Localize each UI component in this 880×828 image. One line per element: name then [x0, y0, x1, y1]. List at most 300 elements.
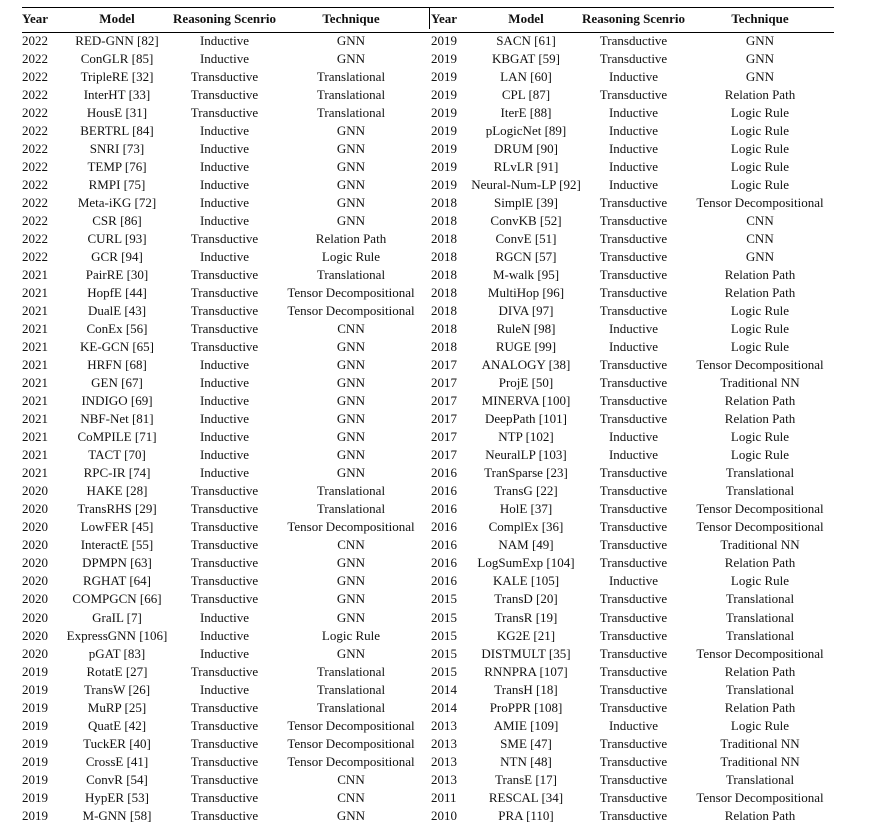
table-row: [22, 410, 428, 428]
cell-year: 2016: [431, 555, 457, 571]
cell-year: 2020: [22, 537, 48, 553]
table-row: [22, 771, 428, 789]
cell-scenario: Transductive: [599, 51, 668, 67]
cell-year: 2019: [431, 141, 457, 157]
cell-technique: GNN: [336, 465, 366, 481]
cell-scenario: Inductive: [199, 465, 250, 481]
cell-scenario: Transductive: [190, 573, 259, 589]
cell-scenario: Transductive: [599, 33, 668, 48]
cell-scenario: Transductive: [190, 717, 259, 733]
cell-model: NBF-Net [81]: [80, 411, 154, 427]
table-row: [22, 374, 428, 392]
cell-model: ANALOGY [38]: [481, 357, 571, 373]
cell-scenario: Inductive: [199, 645, 250, 661]
table-row: [431, 627, 837, 645]
cell-year: 2013: [431, 771, 457, 787]
table-row: [22, 518, 428, 536]
cell-scenario: Transductive: [599, 411, 668, 427]
cell-year: 2019: [22, 807, 48, 823]
cell-technique: GNN: [745, 249, 775, 265]
cell-model: TransG [22]: [494, 483, 558, 499]
cell-year: 2021: [22, 393, 48, 409]
table-row: [431, 32, 837, 50]
table-row: [22, 212, 428, 230]
cell-year: 2016: [431, 483, 457, 499]
cell-technique: Tensor Decompositional: [696, 645, 824, 661]
cell-technique: Tensor Decompositional: [287, 303, 415, 319]
cell-year: 2022: [22, 123, 48, 139]
table-row: [431, 645, 837, 663]
cell-year: 2022: [22, 87, 48, 103]
cell-year: 2017: [431, 357, 457, 373]
cell-model: ConGLR [85]: [80, 51, 154, 67]
table-row: [431, 735, 837, 753]
cell-scenario: Inductive: [608, 717, 659, 733]
cell-model: NTP [102]: [498, 429, 554, 445]
table-row: [22, 663, 428, 681]
cell-year: 2015: [431, 591, 457, 607]
cell-year: 2018: [431, 321, 457, 337]
cell-model: KALE [105]: [492, 573, 560, 589]
cell-year: 2021: [22, 357, 48, 373]
cell-technique: Logic Rule: [730, 159, 790, 175]
cell-model: KG2E [21]: [496, 627, 556, 643]
cell-scenario: Transductive: [599, 393, 668, 409]
table-row: [431, 86, 837, 104]
cell-technique: Translational: [725, 627, 795, 643]
table-row: [431, 753, 837, 771]
table-row: [431, 122, 837, 140]
cell-scenario: Transductive: [599, 465, 668, 481]
cell-year: 2019: [431, 123, 457, 139]
cell-model: HypER [53]: [85, 789, 149, 805]
cell-scenario: Transductive: [599, 213, 668, 229]
cell-technique: Logic Rule: [730, 141, 790, 157]
cell-scenario: Transductive: [190, 285, 259, 301]
header-year: Year: [431, 11, 457, 26]
cell-model: INDIGO [69]: [81, 393, 153, 409]
cell-scenario: Transductive: [599, 663, 668, 679]
cell-scenario: Transductive: [190, 483, 259, 499]
cell-year: 2020: [22, 501, 48, 517]
cell-technique: GNN: [336, 51, 366, 67]
cell-model: SimplE [39]: [494, 195, 558, 211]
table-row: [431, 518, 837, 536]
table-row: [431, 500, 837, 518]
table-row: [431, 681, 837, 699]
header-column-separator: [429, 7, 430, 29]
table-row: [22, 158, 428, 176]
cell-scenario: Inductive: [199, 681, 250, 697]
cell-year: 2022: [22, 213, 48, 229]
cell-year: 2020: [22, 519, 48, 535]
cell-scenario: Transductive: [599, 285, 668, 301]
table-row: [22, 104, 428, 122]
cell-technique: CNN: [746, 231, 774, 247]
cell-model: Meta-iKG [72]: [77, 195, 157, 211]
cell-technique: Traditional NN: [720, 753, 800, 769]
table-header-right: [431, 10, 837, 28]
cell-year: 2022: [22, 195, 48, 211]
cell-year: 2019: [22, 789, 48, 805]
table-row: [22, 536, 428, 554]
cell-technique: Logic Rule: [730, 429, 790, 445]
cell-year: 2021: [22, 429, 48, 445]
cell-technique: GNN: [745, 69, 775, 85]
cell-technique: Logic Rule: [730, 339, 790, 355]
table-row: [22, 609, 428, 627]
table-row: [431, 428, 837, 446]
cell-technique: Tensor Decompositional: [696, 519, 824, 535]
cell-technique: Translational: [316, 681, 386, 697]
cell-scenario: Transductive: [599, 789, 668, 805]
cell-scenario: Transductive: [599, 501, 668, 517]
table-row: [22, 32, 428, 50]
cell-year: 2011: [431, 789, 457, 805]
cell-year: 2019: [431, 177, 457, 193]
table-row: [22, 699, 428, 717]
cell-year: 2019: [431, 69, 457, 85]
cell-year: 2018: [431, 195, 457, 211]
cell-model: NTN [48]: [500, 753, 552, 769]
cell-technique: Translational: [725, 465, 795, 481]
table-row: [431, 807, 837, 825]
header-model: Model: [508, 11, 544, 26]
cell-technique: Translational: [316, 267, 386, 283]
table-row: [431, 302, 837, 320]
cell-year: 2020: [22, 591, 48, 607]
cell-year: 2021: [22, 465, 48, 481]
cell-year: 2016: [431, 465, 457, 481]
cell-year: 2013: [431, 717, 457, 733]
cell-year: 2022: [22, 231, 48, 247]
cell-scenario: Inductive: [608, 447, 659, 463]
cell-year: 2021: [22, 303, 48, 319]
cell-technique: GNN: [336, 591, 366, 607]
table-row: [22, 464, 428, 482]
cell-model: MuRP [25]: [87, 699, 147, 715]
cell-technique: GNN: [336, 429, 366, 445]
cell-technique: Traditional NN: [720, 537, 800, 553]
table-row: [431, 663, 837, 681]
cell-model: TranSparse [23]: [484, 465, 568, 481]
table-row: [22, 735, 428, 753]
cell-scenario: Transductive: [599, 483, 668, 499]
table-row: [431, 212, 837, 230]
cell-scenario: Transductive: [190, 735, 259, 751]
cell-scenario: Transductive: [190, 321, 259, 337]
cell-model: ConvR [54]: [86, 771, 148, 787]
cell-scenario: Transductive: [599, 195, 668, 211]
table-body-right: [431, 32, 837, 825]
cell-scenario: Inductive: [608, 141, 659, 157]
cell-model: IterE [88]: [500, 105, 552, 121]
cell-model: CPL [87]: [501, 87, 551, 103]
table-row: [22, 428, 428, 446]
cell-technique: Relation Path: [724, 807, 796, 823]
cell-scenario: Inductive: [199, 123, 250, 139]
table-row: [431, 158, 837, 176]
cell-scenario: Transductive: [599, 771, 668, 787]
table-row: [22, 392, 428, 410]
cell-technique: GNN: [336, 213, 366, 229]
cell-model: HRFN [68]: [87, 357, 147, 373]
cell-model: LogSumExp [104]: [477, 555, 575, 571]
cell-year: 2015: [431, 645, 457, 661]
cell-model: SME [47]: [500, 735, 552, 751]
cell-scenario: Transductive: [190, 807, 259, 823]
table-row: [22, 122, 428, 140]
header-model: Model: [99, 11, 135, 26]
cell-technique: Tensor Decompositional: [287, 285, 415, 301]
cell-scenario: Inductive: [199, 609, 250, 625]
cell-model: CURL [93]: [87, 231, 147, 247]
cell-year: 2022: [22, 105, 48, 121]
cell-year: 2019: [431, 87, 457, 103]
cell-model: TransR [19]: [494, 609, 558, 625]
table-row: [431, 68, 837, 86]
cell-model: SACN [61]: [496, 33, 556, 48]
cell-technique: Logic Rule: [730, 177, 790, 193]
table-top-rule: [22, 7, 834, 8]
cell-year: 2022: [22, 177, 48, 193]
cell-scenario: Transductive: [599, 249, 668, 265]
cell-model: pGAT [83]: [88, 645, 146, 661]
header-scenario: Reasoning Scenrio: [582, 11, 685, 26]
cell-technique: Logic Rule: [730, 105, 790, 121]
cell-model: GraIL [7]: [92, 609, 142, 625]
table-row: [22, 266, 428, 284]
cell-technique: Translational: [316, 699, 386, 715]
table-row: [22, 86, 428, 104]
cell-scenario: Transductive: [190, 663, 259, 679]
cell-model: DeepPath [101]: [485, 411, 567, 427]
cell-scenario: Inductive: [199, 213, 250, 229]
cell-technique: Translational: [316, 501, 386, 517]
cell-scenario: Transductive: [190, 339, 259, 355]
cell-model: HousE [31]: [86, 105, 148, 121]
cell-model: TuckER [40]: [83, 735, 151, 751]
cell-scenario: Inductive: [608, 573, 659, 589]
table-row: [431, 374, 837, 392]
table-row: [22, 140, 428, 158]
cell-scenario: Inductive: [608, 123, 659, 139]
cell-year: 2018: [431, 339, 457, 355]
cell-technique: Relation Path: [724, 87, 796, 103]
cell-technique: Translational: [316, 69, 386, 85]
cell-technique: Logic Rule: [321, 627, 381, 643]
cell-model: RuleN [98]: [496, 321, 556, 337]
cell-year: 2017: [431, 411, 457, 427]
table-row: [22, 68, 428, 86]
cell-scenario: Transductive: [599, 555, 668, 571]
table-row: [22, 753, 428, 771]
cell-model: CrossE [41]: [85, 753, 149, 769]
cell-model: RMPI [75]: [88, 177, 146, 193]
header-scenario: Reasoning Scenrio: [173, 11, 276, 26]
cell-scenario: Inductive: [199, 393, 250, 409]
cell-scenario: Transductive: [599, 303, 668, 319]
cell-model: RotatE [27]: [86, 663, 148, 679]
table-row: [22, 230, 428, 248]
cell-model: Neural-Num-LP [92]: [471, 177, 581, 193]
table-row: [431, 446, 837, 464]
cell-year: 2019: [22, 717, 48, 733]
table-row: [431, 320, 837, 338]
cell-year: 2020: [22, 483, 48, 499]
cell-technique: Translational: [725, 771, 795, 787]
cell-technique: Relation Path: [724, 411, 796, 427]
table-row: [431, 771, 837, 789]
cell-model: RGHAT [64]: [82, 573, 151, 589]
cell-technique: Logic Rule: [730, 573, 790, 589]
cell-model: CoMPILE [71]: [77, 429, 157, 445]
table-row: [22, 320, 428, 338]
table-row: [22, 572, 428, 590]
cell-model: MultiHop [96]: [487, 285, 565, 301]
cell-year: 2021: [22, 339, 48, 355]
cell-year: 2021: [22, 375, 48, 391]
cell-technique: Traditional NN: [720, 735, 800, 751]
cell-year: 2018: [431, 267, 457, 283]
cell-scenario: Transductive: [599, 87, 668, 103]
cell-scenario: Inductive: [199, 429, 250, 445]
cell-technique: GNN: [336, 573, 366, 589]
cell-model: TransW [26]: [83, 681, 151, 697]
cell-year: 2018: [431, 213, 457, 229]
cell-model: GCR [94]: [91, 249, 143, 265]
cell-technique: GNN: [336, 177, 366, 193]
cell-model: GEN [67]: [91, 375, 143, 391]
table-row: [431, 104, 837, 122]
cell-year: 2015: [431, 609, 457, 625]
cell-technique: GNN: [336, 411, 366, 427]
table-row: [431, 410, 837, 428]
table-row: [431, 482, 837, 500]
table-header-left: [22, 10, 428, 28]
cell-scenario: Transductive: [599, 357, 668, 373]
table-row: [431, 590, 837, 608]
cell-scenario: Transductive: [599, 231, 668, 247]
cell-scenario: Transductive: [190, 753, 259, 769]
table-row: [22, 627, 428, 645]
cell-scenario: Transductive: [599, 609, 668, 625]
cell-technique: CNN: [746, 213, 774, 229]
cell-model: LAN [60]: [500, 69, 552, 85]
cell-technique: Relation Path: [724, 555, 796, 571]
cell-year: 2017: [431, 393, 457, 409]
cell-technique: GNN: [336, 447, 366, 463]
cell-technique: GNN: [336, 159, 366, 175]
cell-model: KBGAT [59]: [491, 51, 560, 67]
cell-year: 2021: [22, 267, 48, 283]
cell-model: M-GNN [58]: [82, 807, 152, 823]
cell-year: 2019: [22, 735, 48, 751]
cell-year: 2013: [431, 735, 457, 751]
cell-technique: Logic Rule: [730, 447, 790, 463]
table-row: [22, 789, 428, 807]
cell-scenario: Inductive: [608, 339, 659, 355]
cell-technique: Logic Rule: [730, 321, 790, 337]
table-row: [431, 609, 837, 627]
cell-scenario: Inductive: [608, 159, 659, 175]
table-row: [22, 176, 428, 194]
header-rule: [22, 32, 834, 33]
table-row: [431, 140, 837, 158]
table-row: [431, 717, 837, 735]
cell-technique: GNN: [745, 51, 775, 67]
cell-model: RLvLR [91]: [493, 159, 559, 175]
cell-technique: Tensor Decompositional: [696, 357, 824, 373]
cell-year: 2016: [431, 519, 457, 535]
cell-year: 2022: [22, 69, 48, 85]
cell-technique: Relation Path: [315, 231, 387, 247]
cell-technique: Relation Path: [724, 699, 796, 715]
cell-technique: Translational: [725, 483, 795, 499]
cell-technique: Logic Rule: [730, 717, 790, 733]
cell-scenario: Transductive: [190, 519, 259, 535]
cell-scenario: Inductive: [199, 195, 250, 211]
cell-model: ComplEx [36]: [488, 519, 564, 535]
table-row: [431, 789, 837, 807]
cell-technique: CNN: [337, 537, 365, 553]
cell-technique: Tensor Decompositional: [287, 717, 415, 733]
cell-model: ExpressGNN [106]: [66, 627, 168, 643]
cell-year: 2020: [22, 555, 48, 571]
header-technique: Technique: [322, 11, 380, 26]
cell-year: 2021: [22, 447, 48, 463]
cell-scenario: Transductive: [190, 537, 259, 553]
table-row: [431, 230, 837, 248]
cell-model: TACT [70]: [88, 447, 146, 463]
cell-model: RESCAL [34]: [488, 789, 564, 805]
table-row: [22, 717, 428, 735]
cell-model: HolE [37]: [499, 501, 553, 517]
cell-year: 2019: [431, 159, 457, 175]
cell-year: 2021: [22, 411, 48, 427]
cell-year: 2015: [431, 627, 457, 643]
cell-technique: GNN: [336, 195, 366, 211]
cell-model: PRA [110]: [498, 807, 554, 823]
cell-technique: GNN: [336, 807, 366, 823]
cell-scenario: Transductive: [190, 789, 259, 805]
cell-technique: Translational: [725, 591, 795, 607]
cell-scenario: Inductive: [199, 627, 250, 643]
cell-year: 2022: [22, 33, 48, 48]
table-row: [22, 500, 428, 518]
cell-year: 2018: [431, 231, 457, 247]
cell-technique: Translational: [316, 663, 386, 679]
cell-year: 2019: [22, 663, 48, 679]
table-row: [22, 590, 428, 608]
cell-model: DualE [43]: [87, 303, 147, 319]
table-row: [22, 194, 428, 212]
cell-scenario: Transductive: [599, 537, 668, 553]
cell-technique: GNN: [336, 357, 366, 373]
cell-scenario: Inductive: [199, 159, 250, 175]
cell-year: 2019: [431, 51, 457, 67]
cell-scenario: Inductive: [199, 51, 250, 67]
cell-model: ProPPR [108]: [489, 699, 563, 715]
cell-model: TripleRE [32]: [80, 69, 154, 85]
cell-scenario: Transductive: [599, 591, 668, 607]
cell-technique: GNN: [336, 555, 366, 571]
table-row: [431, 572, 837, 590]
table-row: [431, 194, 837, 212]
table-row: [22, 446, 428, 464]
cell-scenario: Transductive: [599, 699, 668, 715]
cell-scenario: Transductive: [599, 375, 668, 391]
